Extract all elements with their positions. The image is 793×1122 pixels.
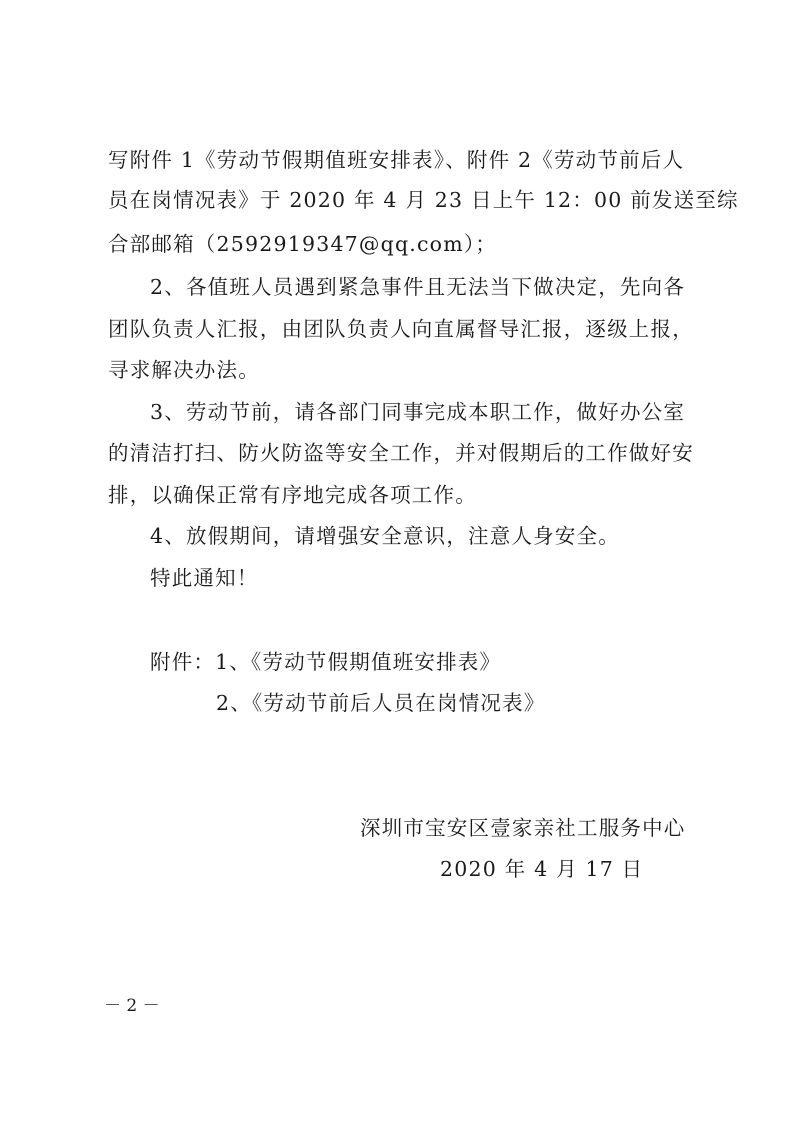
body-line-9: 排，以确保正常有序地完成各项工作。 xyxy=(108,483,477,507)
body-line-3: 合部邮箱（2592919347@qq.com）； xyxy=(108,232,498,256)
page-number: － 2 － xyxy=(104,996,160,1016)
attachment-line-2: 2、《劳动节前后人员在岗情况表》 xyxy=(216,691,546,715)
attachment-line-1: 附件：1、《劳动节假期值班安排表》 xyxy=(150,650,502,674)
body-line-4: 2、各值班人员遇到紧急事件且无法当下做决定，先向各 xyxy=(150,275,686,299)
signature-organization: 深圳市宝安区壹家亲社工服务中心 xyxy=(360,816,686,840)
body-line-7: 3、劳动节前，请各部门同事完成本职工作，做好办公室 xyxy=(150,400,686,424)
body-line-8: 的清洁打扫、防火防盗等安全工作，并对假期后的工作做好安 xyxy=(108,441,694,465)
signature-date: 2020 年 4 月 17 日 xyxy=(440,857,644,881)
body-line-10: 4、放假期间，请增强安全意识，注意人身安全。 xyxy=(150,524,620,548)
body-line-5: 团队负责人汇报，由团队负责人向直属督导汇报，逐级上报， xyxy=(108,317,694,341)
closing-notice: 特此通知！ xyxy=(150,566,259,590)
body-line-1: 写附件 1《劳动节假期值班安排表》、附件 2《劳动节前后人 xyxy=(108,148,685,172)
body-line-6: 寻求解决办法。 xyxy=(108,358,260,382)
body-line-2: 员在岗情况表》于 2020 年 4 月 23 日上午 12：00 前发送至综 xyxy=(108,188,739,212)
